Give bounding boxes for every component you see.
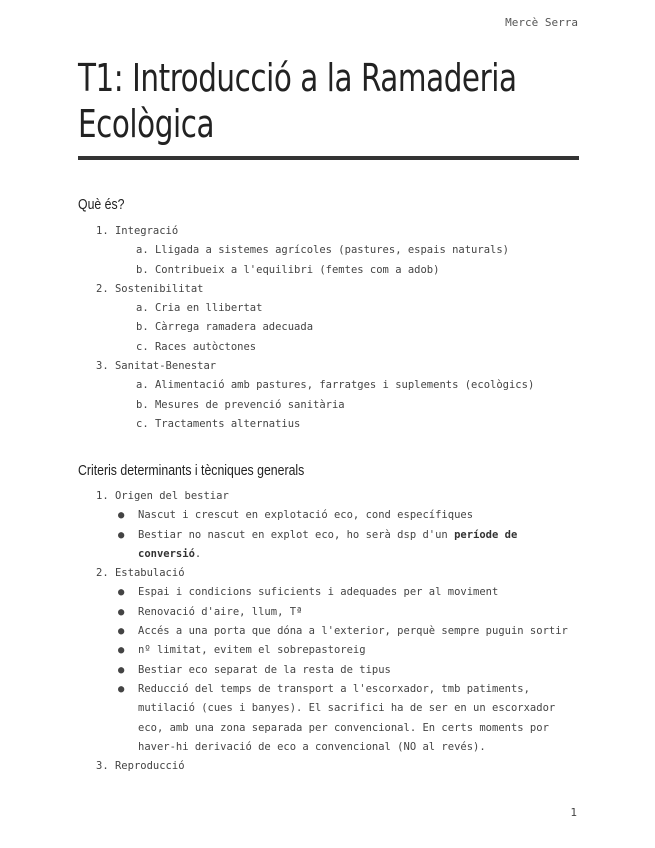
bullet-item: ● Bestiar eco separat de la resta de tipus [0, 661, 568, 680]
sub-list-item: b. Contribueix a l'equilibri (femtes com a adob) [136, 263, 440, 276]
sub-list-item: a. Lligada a sistemes agrícoles (pastures, espais naturals) [136, 244, 509, 257]
bullet-dot-icon: ● [118, 644, 125, 657]
list-item: 3. Reproducció [96, 760, 185, 773]
list-item: 1. Origen del bestiar [96, 490, 229, 502]
bullet-item: ● Bestiar no nascut en explot eco, ho serà dsp d'un període de [0, 526, 568, 545]
sub-list-item: c. Tractaments alternatius [136, 417, 301, 430]
section-criteris-list [0, 487, 568, 776]
bullet-item-continuation: conversió. [138, 547, 202, 560]
bold-term: període de [454, 528, 518, 541]
bullet-item: ● Reducció del temps de transport a l'escorxador, tmb patiments, [0, 680, 568, 699]
bullet-item: ● nº limitat, evitem el sobrepastoreig [0, 641, 568, 660]
bullet-dot-icon: ● [118, 605, 125, 618]
list-item: 2. Estabulació [96, 567, 185, 580]
section-que-es-list [0, 222, 534, 434]
bullet-item-continuation: eco, amb una zona separada per convencional. En certs moments por [138, 721, 549, 734]
bullet-dot-icon: ● [118, 682, 125, 695]
bullet-dot-icon: ● [118, 625, 125, 638]
bold-term: conversió [138, 547, 195, 560]
sub-list-item: b. Mesures de prevenció sanitària [136, 398, 345, 411]
bullet-dot-icon: ● [118, 663, 125, 676]
bullet-item-continuation: mutilació (cues i banyes). El sacrifici ha de ser en un escorxador [138, 702, 556, 715]
sub-list-item: a. Cria en llibertat [136, 302, 263, 315]
sub-list-item: b. Càrrega ramadera adecuada [136, 321, 314, 334]
list-item: 2. Sostenibilitat [96, 282, 204, 295]
section-heading-criteris: Criteris determinants i tècniques generals [78, 462, 305, 479]
title-underline-divider [78, 156, 579, 160]
bullet-item: ● Renovació d'aire, llum, Tª [0, 603, 568, 622]
bullet-item: ● Accés a una porta que dóna a l'exterior, perquè sempre puguin sortir [0, 622, 568, 641]
document-author: Mercè Serra [505, 16, 578, 29]
list-item: 1. Integració [96, 225, 179, 237]
list-item: 3. Sanitat-Benestar [96, 360, 217, 373]
section-heading-que-es: Què és? [78, 196, 125, 213]
page-number: 1 [570, 806, 577, 819]
bullet-dot-icon: ● [118, 528, 125, 541]
bullet-item: ● Nascut i crescut en explotació eco, cond específiques [0, 506, 568, 525]
bullet-item: ● Espai i condicions suficients i adequades per al moviment [0, 583, 568, 602]
bullet-dot-icon: ● [118, 509, 125, 522]
bullet-item-continuation: haver-hi derivació de eco a convencional (NO al revés). [138, 740, 486, 753]
sub-list-item: a. Alimentació amb pastures, farratges i suplements (ecològics) [136, 379, 535, 392]
sub-list-item: c. Races autòctones [136, 340, 257, 353]
page-title: T1: Introducció a la Ramaderia Ecològica [78, 56, 517, 146]
bullet-dot-icon: ● [118, 586, 125, 599]
